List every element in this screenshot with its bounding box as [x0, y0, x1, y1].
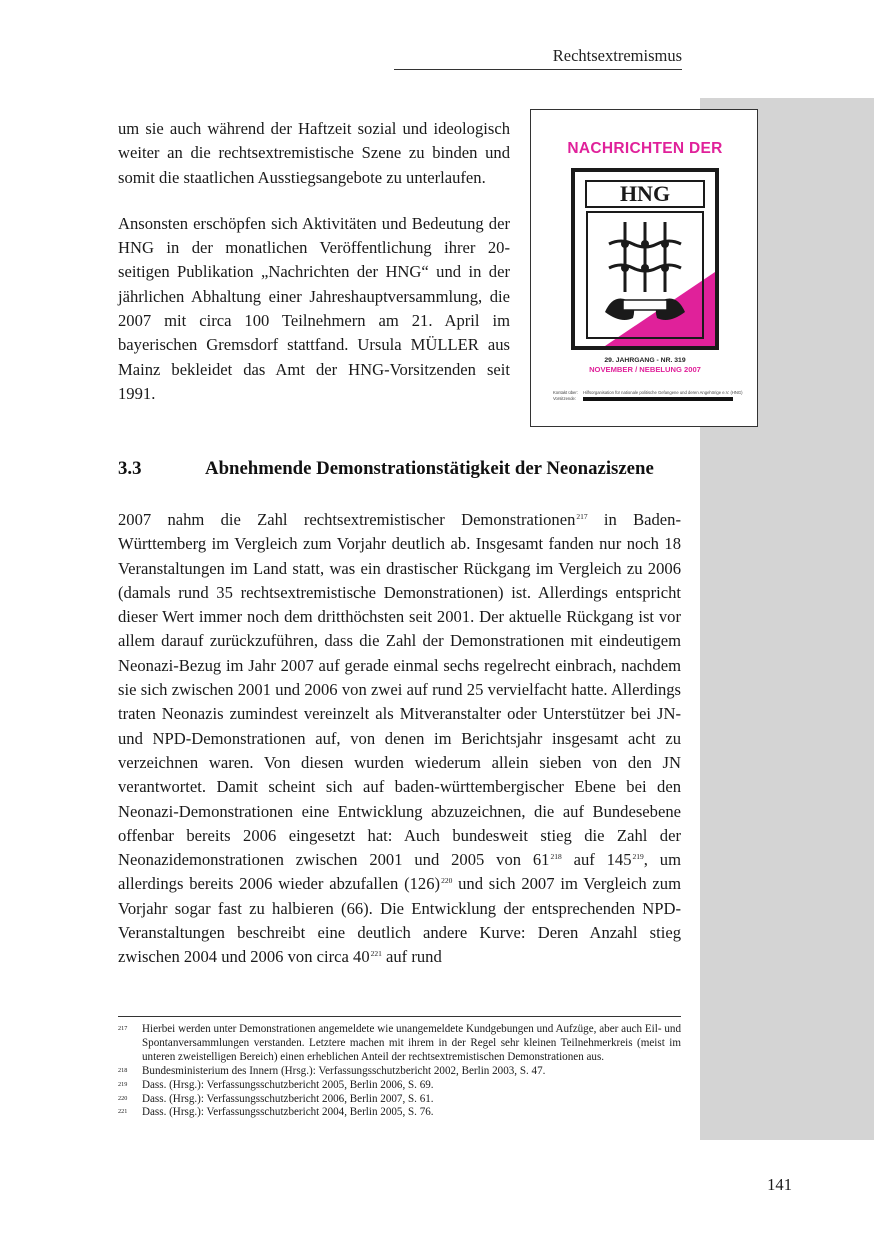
footnote [118, 1065, 681, 1079]
footnote-number: 217 [118, 1025, 128, 1032]
body-text-run: auf rund [381, 947, 442, 967]
cover-contact-label: Kontakt über: [553, 390, 578, 395]
body-text-run: in Baden-Württemberg im Vergleich zum Vorjahr deutlich ab. Insgesamt fanden nur noch 18 Veranstaltungen im Land statt, was ein drastischer Rückgang im Vergleich zu 2006 (damals rund 35 rechtsextremistische Demonstrationen) ist. Allerdings entspricht dieser Wert immer noch dem dritthöchsten seit 2001. Der aktuelle Rückgang ist vor allem darauf zurückzuführen, dass die Zahl der Demonstrationen mit eindeutigem Neonazi-Bezug im Jahr 2007 auf gerade einmal sechs regelrecht einbrach, nachdem sie sich zwischen 2001 und 2006 von zwei auf rund 25 vervielfacht hatte. Allerdings traten Neonazis zumindest vereinzelt als Mitveranstalter oder Unterstützer bei JN- und NPD-Demonstrationen auf, von denen im Berichtsjahr insgesamt acht zu verzeichnen waren. Von diesen wurden wiederum allein sieben von den JN verantwortet. Damit scheint sich auf baden-württembergischer Ebene bei den Neonazi-Demonstrationen eine Entwicklung abzuzeichnen, die auf Bundesebene offenbar bereits 2006 eingesetzt hat: Auch bundesweit stieg die Zahl der Neonazidemonstrationen zwischen 2001 und 2005 von 61 [118, 510, 681, 870]
cover-chair-row [553, 396, 743, 402]
cover-contact-text: Hilfsorganisation für nationale politische Gefangene und deren Angehörige e.V. (HNG) [583, 390, 743, 395]
cover-logo-frame [571, 168, 719, 350]
body-text [118, 508, 681, 970]
footnote-number: 219 [118, 1080, 128, 1088]
cover-issue-line: 29. JAHRGANG - NR. 319 [604, 357, 686, 364]
footnote-ref: 220 [441, 876, 453, 886]
cover-chair-label: Vorsitzende: [553, 396, 577, 401]
intro-text [118, 117, 510, 406]
cover-chair-redaction [583, 397, 733, 401]
body-paragraph [118, 508, 681, 970]
cover-title: NACHRICHTEN DER [567, 140, 723, 157]
body-text-run: 2007 nahm die Zahl rechtsextremistischer Demonstrationen [118, 510, 576, 529]
footnote [118, 1093, 681, 1107]
section-heading [118, 458, 688, 480]
body-text-run: und sich 2007 im Vergleich zum Vorjahr sogar fast zu halbieren (66). Die Entwicklung der entsprechenden NPD-Veranstaltungen beschreibt eine deutlich andere Kurve: Deren Anzahl stieg zwischen 2004 und 2006 von circa 40 [118, 874, 681, 967]
footnote-number: 220 [118, 1094, 128, 1102]
footnote-text: Hierbei werden unter Demonstrationen angemeldete wie unangemeldete Kundgebungen und Aufzüge, aber auch Eil- und Spontanversammlungen verstanden. Letztere machen mit ihrem in der Regel sehr kleinen Teilnehmerkreis (meist im unteren zweistelligen Bereich) einen erheblichen Anteil der rechtsextremistischen Demonstrationen aus. [142, 1023, 681, 1063]
footnote-ref: 218 [550, 852, 562, 862]
body-text-run: auf 145 [561, 850, 632, 870]
cover-contact-block [553, 390, 743, 402]
footnote-text: Bundesministerium des Innern (Hrsg.): Verfassungsschutzbericht 2002, Berlin 2003, S. 47. [142, 1064, 546, 1077]
footnote-ref: 221 [370, 949, 382, 959]
page-number: 141 [767, 1175, 792, 1194]
footnote-text: Dass. (Hrsg.): Verfassungsschutzbericht 2005, Berlin 2006, S. 69. [142, 1078, 434, 1091]
intro-paragraph: um sie auch während der Haftzeit sozial und ideologisch weiter an die rechtsextremistische Szene zu binden und somit die staatlichen Ausstiegsangebote zu unterlaufen. [118, 119, 510, 187]
running-head-rule [394, 69, 682, 70]
cover-month-line: NOVEMBER / NEBELUNG 2007 [589, 364, 701, 374]
footnotes [118, 1023, 681, 1120]
intro-paragraph: Ansonsten erschöpfen sich Aktivitäten und Bedeutung der HNG in der monatlichen Veröffentlichung ihrer 20-seitigen Publikation „Nachrichten der HNG“ und in der jährlichen Abhaltung einer Jahreshauptversammlung, die 2007 mit circa 100 Teilnehmern am 21. April im bayerischen Gremsdorf stattfand. Ursula MÜLLER aus Mainz bekleidet das Amt der HNG-Vorsitzenden seit 1991. [118, 213, 510, 403]
hng-cover-figure [530, 109, 758, 427]
cover-logo-text: HNG [585, 180, 705, 208]
footnote-number: 221 [118, 1108, 128, 1116]
section-number: 3.3 [118, 458, 142, 479]
footnote-number: 218 [118, 1066, 128, 1074]
footnote [118, 1106, 681, 1120]
footnote-text: Dass. (Hrsg.): Verfassungsschutzbericht 2006, Berlin 2007, S. 61. [142, 1092, 434, 1105]
footnote [118, 1079, 681, 1093]
footnote-ref: 219 [632, 852, 644, 862]
footnote-ref: 217 [576, 512, 588, 521]
footnote-rule [118, 1016, 681, 1017]
footnote [118, 1023, 681, 1065]
running-head: Rechtsextremismus [552, 46, 682, 65]
footnote-text: Dass. (Hrsg.): Verfassungsschutzbericht 2004, Berlin 2005, S. 76. [142, 1106, 434, 1119]
cover-issue-info [531, 357, 759, 374]
body-text-run: , um allerdings bereits 2006 wieder abzufallen (126) [118, 850, 681, 894]
section-title: Abnehmende Demonstrationstätigkeit der Neonaziszene [205, 458, 654, 479]
